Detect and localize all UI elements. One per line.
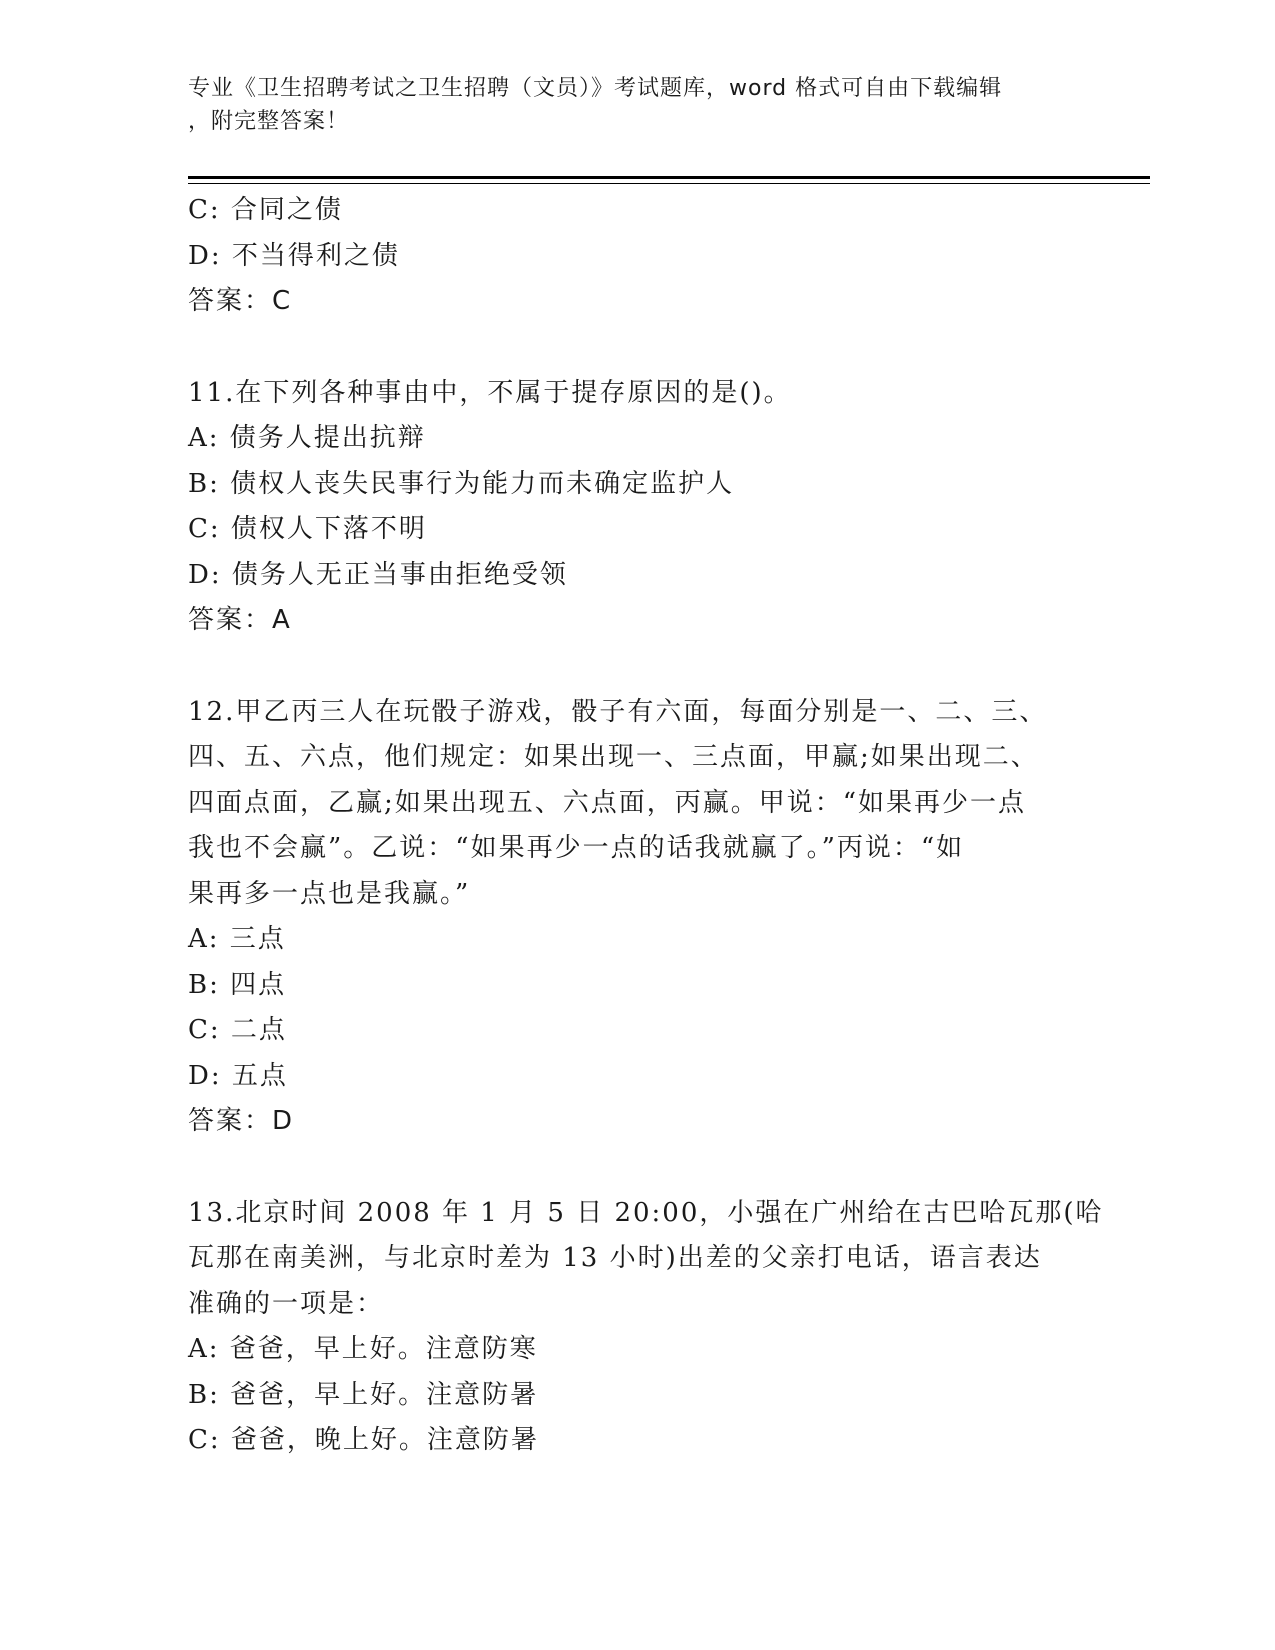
question-content bbox=[188, 188, 1104, 1464]
q13-option-b: B: 爸爸，早上好。注意防暑 bbox=[188, 1379, 539, 1410]
q12-option-a: A: 三点 bbox=[188, 924, 286, 954]
spacer bbox=[188, 644, 1088, 690]
q11-answer: 答案：A bbox=[188, 605, 292, 635]
header-title-line-1: 专业《卫生招聘考试之卫生招聘（文员）》考试题库，word 格式可自由下载编辑 bbox=[188, 76, 1003, 101]
header-divider-thick bbox=[188, 176, 1150, 179]
q12-stem bbox=[188, 690, 1088, 918]
q12-stem-line: 我也不会赢”。乙说：“如果再少一点的话我就赢了。”丙说：“如 bbox=[188, 833, 965, 863]
q13-option-c: C: 爸爸，晚上好。注意防暑 bbox=[188, 1425, 539, 1455]
q12-stem-line: 四、五、六点，他们规定：如果出现一、三点面，甲赢;如果出现二、 bbox=[188, 742, 1039, 772]
q11-option-c: C: 债权人下落不明 bbox=[188, 514, 427, 544]
q13-stem-line: 准确的一项是： bbox=[188, 1288, 385, 1319]
header-title-line-2: ，附完整答案！ bbox=[188, 109, 350, 134]
q11-stem: 11.在下列各种事由中，不属于提存原因的是()。 bbox=[188, 377, 792, 408]
q11-option-b: B: 债权人丧失民事行为能力而未确定监护人 bbox=[188, 468, 735, 499]
q12-option-d: D: 五点 bbox=[188, 1060, 288, 1091]
q10-option-c: C: 合同之债 bbox=[188, 195, 343, 225]
q12-answer: 答案：D bbox=[188, 1106, 295, 1136]
q12-stem-line: 果再多一点也是我赢。” bbox=[188, 878, 471, 909]
q12-stem-line: 12.甲乙丙三人在玩骰子游戏，骰子有六面，每面分别是一、二、三、 bbox=[188, 696, 1048, 727]
q10-option-d: D: 不当得利之债 bbox=[188, 240, 400, 271]
q11-option-d: D: 债务人无正当事由拒绝受领 bbox=[188, 559, 568, 590]
q13-stem bbox=[188, 1191, 1104, 1328]
q13-stem-line: 瓦那在南美洲，与北京时差为 13 小时)出差的父亲打电话，语言表达 bbox=[188, 1243, 1042, 1273]
q12-stem-line: 四面点面，乙赢;如果出现五、六点面，丙赢。甲说：“如果再少一点 bbox=[188, 787, 1027, 818]
q10-answer: 答案：C bbox=[188, 286, 293, 316]
header-divider-thin bbox=[188, 183, 1150, 184]
q12-option-b: B: 四点 bbox=[188, 969, 287, 1000]
q12-option-c: C: 二点 bbox=[188, 1015, 287, 1045]
spacer bbox=[188, 325, 1088, 371]
q13-stem-line: 13.北京时间 2008 年 1 月 5 日 20:00，小强在广州给在古巴哈瓦那(哈 bbox=[188, 1197, 1104, 1228]
q11-option-a: A: 债务人提出抗辩 bbox=[188, 423, 426, 453]
spacer bbox=[188, 1145, 1088, 1191]
document-header bbox=[188, 72, 1088, 138]
q13-option-a: A: 爸爸，早上好。注意防寒 bbox=[188, 1334, 538, 1364]
